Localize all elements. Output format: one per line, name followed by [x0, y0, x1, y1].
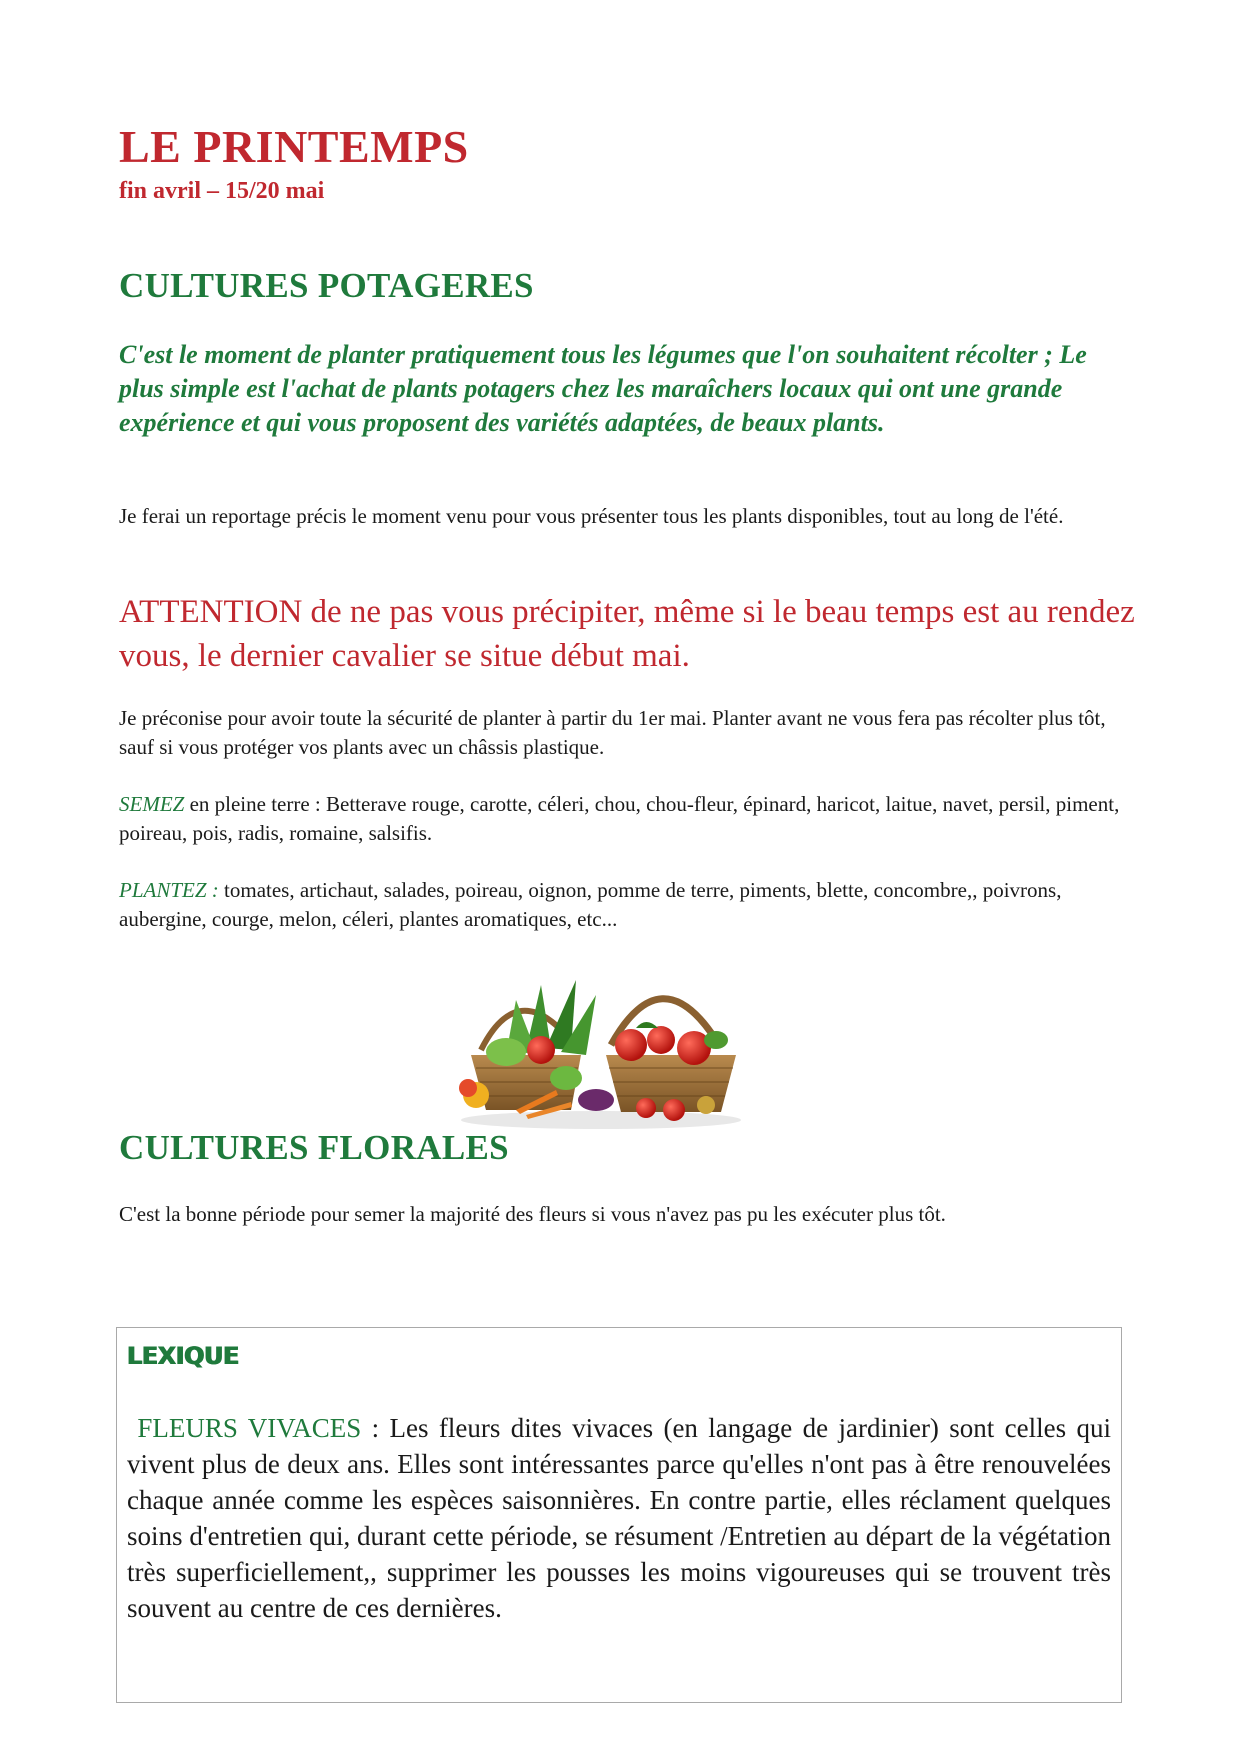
vegetable-basket-image	[446, 960, 752, 1130]
plantez-text: tomates, artichaut, salades, poireau, oignon, pomme de terre, piments, blette, concombre,, poivrons, aubergine, courge, melon, céleri, plantes aromatiques, etc...	[119, 878, 1062, 931]
lexique-text: : Les fleurs dites vivaces (en langage de jardinier) sont celles qui vivent plus de deux ans. Elles sont intéressantes parce qu'elles n'ont pas à être renouvelées chaque année comme les espèces saisonnières. En contre partie, elles réclament quelques soins d'entretien qui, durant cette période, se résument /Entretien au départ de la végétation très superficiellement,, supprimer les pousses les moins vigoureuses qui se trouvent très souvent au centre de ces dernières.	[127, 1413, 1112, 1623]
potager-intro: C'est le moment de planter pratiquement tous les légumes que l'on souhaitent récolter ; Le plus simple est l'achat de plants potagers chez les maraîchers locaux qui ont une grande expérience et qui vous proposent des variétés adaptées, de beaux plants.	[119, 340, 1087, 437]
semez-paragraph	[119, 790, 1129, 848]
page-subtitle: fin avril – 15/20 mai	[119, 178, 325, 204]
plantez-paragraph	[119, 876, 1129, 934]
floral-paragraph: C'est la bonne période pour semer la majorité des fleurs si vous n'avez pas pu les exécuter plus tôt.	[119, 1202, 946, 1226]
plantez-label: PLANTEZ :	[119, 878, 219, 902]
section-heading-potager: CULTURES POTAGERES	[119, 266, 534, 305]
lexique-term: FLEURS VIVACES	[137, 1413, 362, 1443]
attention-paragraph: ATTENTION de ne pas vous précipiter, même si le beau temps est au rendez vous, le dernier cavalier se situe début mai.	[119, 594, 1135, 674]
preconise-paragraph: Je préconise pour avoir toute la sécurité de planter à partir du 1er mai. Planter avant ne vous fera pas récolter plus tôt, sauf si vous protéger vos plants avec un châssis plastique.	[119, 706, 1106, 759]
lexique-definition	[127, 1410, 1111, 1626]
semez-text: en pleine terre : Betterave rouge, carotte, céleri, chou, chou-fleur, épinard, haricot, laitue, navet, persil, piment, poireau, pois, radis, romaine, salsifis.	[119, 792, 1120, 845]
section-heading-floral: CULTURES FLORALES	[119, 1128, 509, 1167]
lexique-box	[116, 1327, 1122, 1703]
lexique-title: LEXIQUE	[127, 1342, 239, 1370]
page-title: LE PRINTEMPS	[119, 121, 469, 172]
semez-label: SEMEZ	[119, 792, 185, 816]
reportage-paragraph: Je ferai un reportage précis le moment venu pour vous présenter tous les plants disponibles, tout au long de l'été.	[119, 504, 1064, 528]
